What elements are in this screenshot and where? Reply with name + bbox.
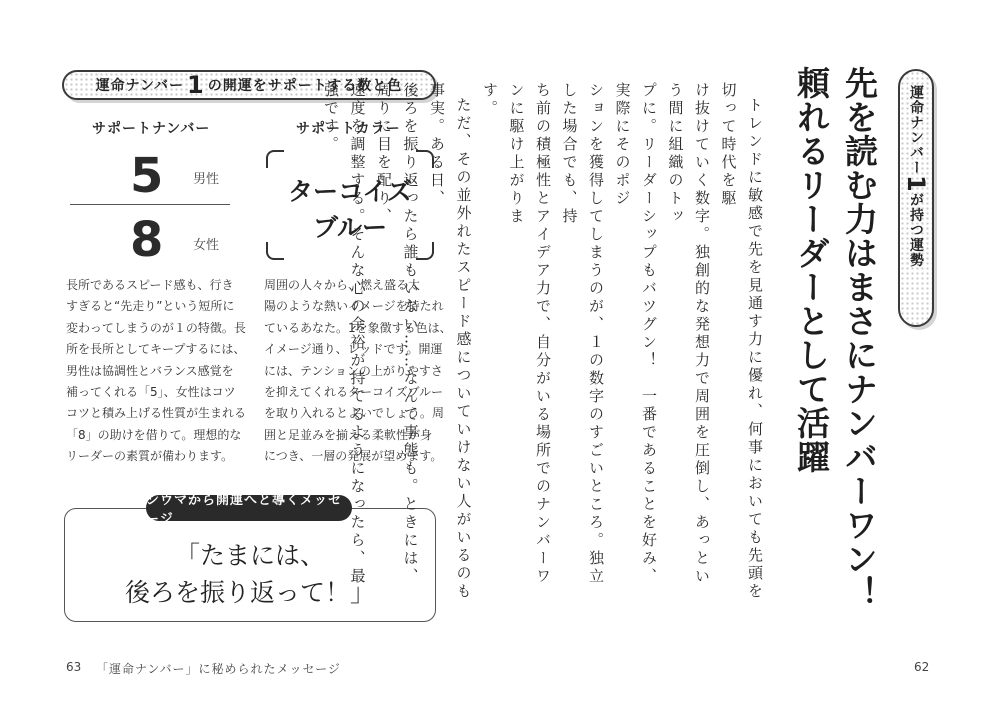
description-line: 男性は協調性とバランス感覚を [66, 363, 234, 378]
body-line: 速度を調整する。そんな心の余裕が持てるようになったら、最強です。 [322, 82, 367, 586]
left-banner-prefix: 運命ナンバー [95, 78, 185, 94]
footer-title: 「運命ナンバー」に秘められたメッセージ [96, 662, 341, 676]
number-divider [70, 204, 230, 205]
support-number-heading: サポートナンバー [92, 121, 211, 137]
description-line: につき、一層の発展が望めます。 [264, 449, 443, 464]
right-banner-prefix: 運命ナンバー [908, 85, 924, 175]
right-banner [898, 69, 934, 327]
description-line: を取り入れるとよいでしょう。周 [264, 406, 445, 421]
message-line2: 後ろを振り返って！」 [124, 578, 375, 607]
description-line: 変わってしまうのが１の特徴。長 [66, 320, 246, 335]
corner-bracket [266, 150, 284, 168]
right-banner-suffix: が持つ運勢 [908, 192, 924, 268]
headline-line2: 頼れるリーダーとして活躍 [792, 66, 831, 474]
description-line: コツと積み上げる性質が生まれる [66, 406, 247, 421]
headline-line1: 先を読む力はまさにナンバーワン！ [840, 66, 879, 610]
body-text [318, 82, 769, 602]
female-number: 8 [130, 212, 164, 268]
support-number-description [66, 275, 247, 468]
body-line: け抜けていく数字。独創的な発想力で周囲を圧倒し、あっという間に組織のトッ [666, 82, 711, 586]
body-line: ションを獲得してしまうのが、１の数字のすごいところ。独立した場合でも、持 [560, 82, 605, 586]
description-line: 補ってくれる「5」、女性はコツ [66, 385, 236, 400]
female-label: 女性 [193, 238, 220, 253]
description-line: には、テンションの上がりやすさ [264, 363, 443, 378]
message-line1: 「たまには、 [174, 541, 325, 570]
description-line: イメージ通り、レッドです。開運 [264, 342, 443, 357]
left-banner-number: 1 [187, 71, 205, 99]
description-line: 所を長所としてキープするには、 [66, 342, 246, 357]
body-line: プに。リーダーシップもバツグン！ 一番であることを好み、実際にそのポジ [613, 82, 658, 586]
description-line: リーダーの素質が備わります。 [66, 449, 234, 464]
description-line: 「8」の助けを借りて。理想的な [66, 427, 242, 442]
description-line: 周囲の人々から、燃え盛る太 [264, 278, 421, 292]
description-line: 長所であるスピード感も、行き [66, 278, 234, 292]
message-label: シウマから開運へと導くメッセージ [146, 495, 352, 521]
support-color-heading: サポートカラー [296, 121, 401, 137]
page-number-left: 63 [66, 660, 82, 674]
body-line: トレンドに敏感で先を見通す力に優れ、何事においても先頭を切って時代を駆 [719, 82, 764, 601]
left-banner-suffix: の開運をサポートする数と色 [207, 78, 403, 94]
body-line: ただ、その並外れたスピード感についていけない人がいるのも事実。ある日、 [428, 82, 473, 601]
body-line: ち前の積極性とアイデア力で、自分がいる場所でのナンバーワンに駆け上がりま [507, 82, 552, 586]
right-banner-number: 1 [902, 175, 930, 193]
body-line: す。 [481, 82, 499, 118]
description-line: すぎると“先走り”という短所に [66, 299, 235, 314]
right-banner-text [902, 85, 930, 268]
description-line: 囲と足並みを揃える柔軟性が身 [264, 427, 433, 442]
description-line: を抑えてくれるターコイズブルー [264, 385, 444, 400]
male-number: 5 [130, 148, 164, 204]
male-label: 男性 [193, 172, 220, 187]
page-number-right: 62 [914, 660, 930, 674]
support-color-name-line1: ターコイズ [287, 177, 412, 206]
body-line: 後ろを振り返ったら誰もいない……なんて事態も。ときには、周りに目を配り、 [375, 82, 420, 586]
description-line: 陽のような熱いイメージを持たれ [264, 299, 444, 314]
description-line: ているあなた。1を象徴する色は、 [264, 320, 452, 335]
support-color-name-line2: ブルー [312, 213, 387, 242]
